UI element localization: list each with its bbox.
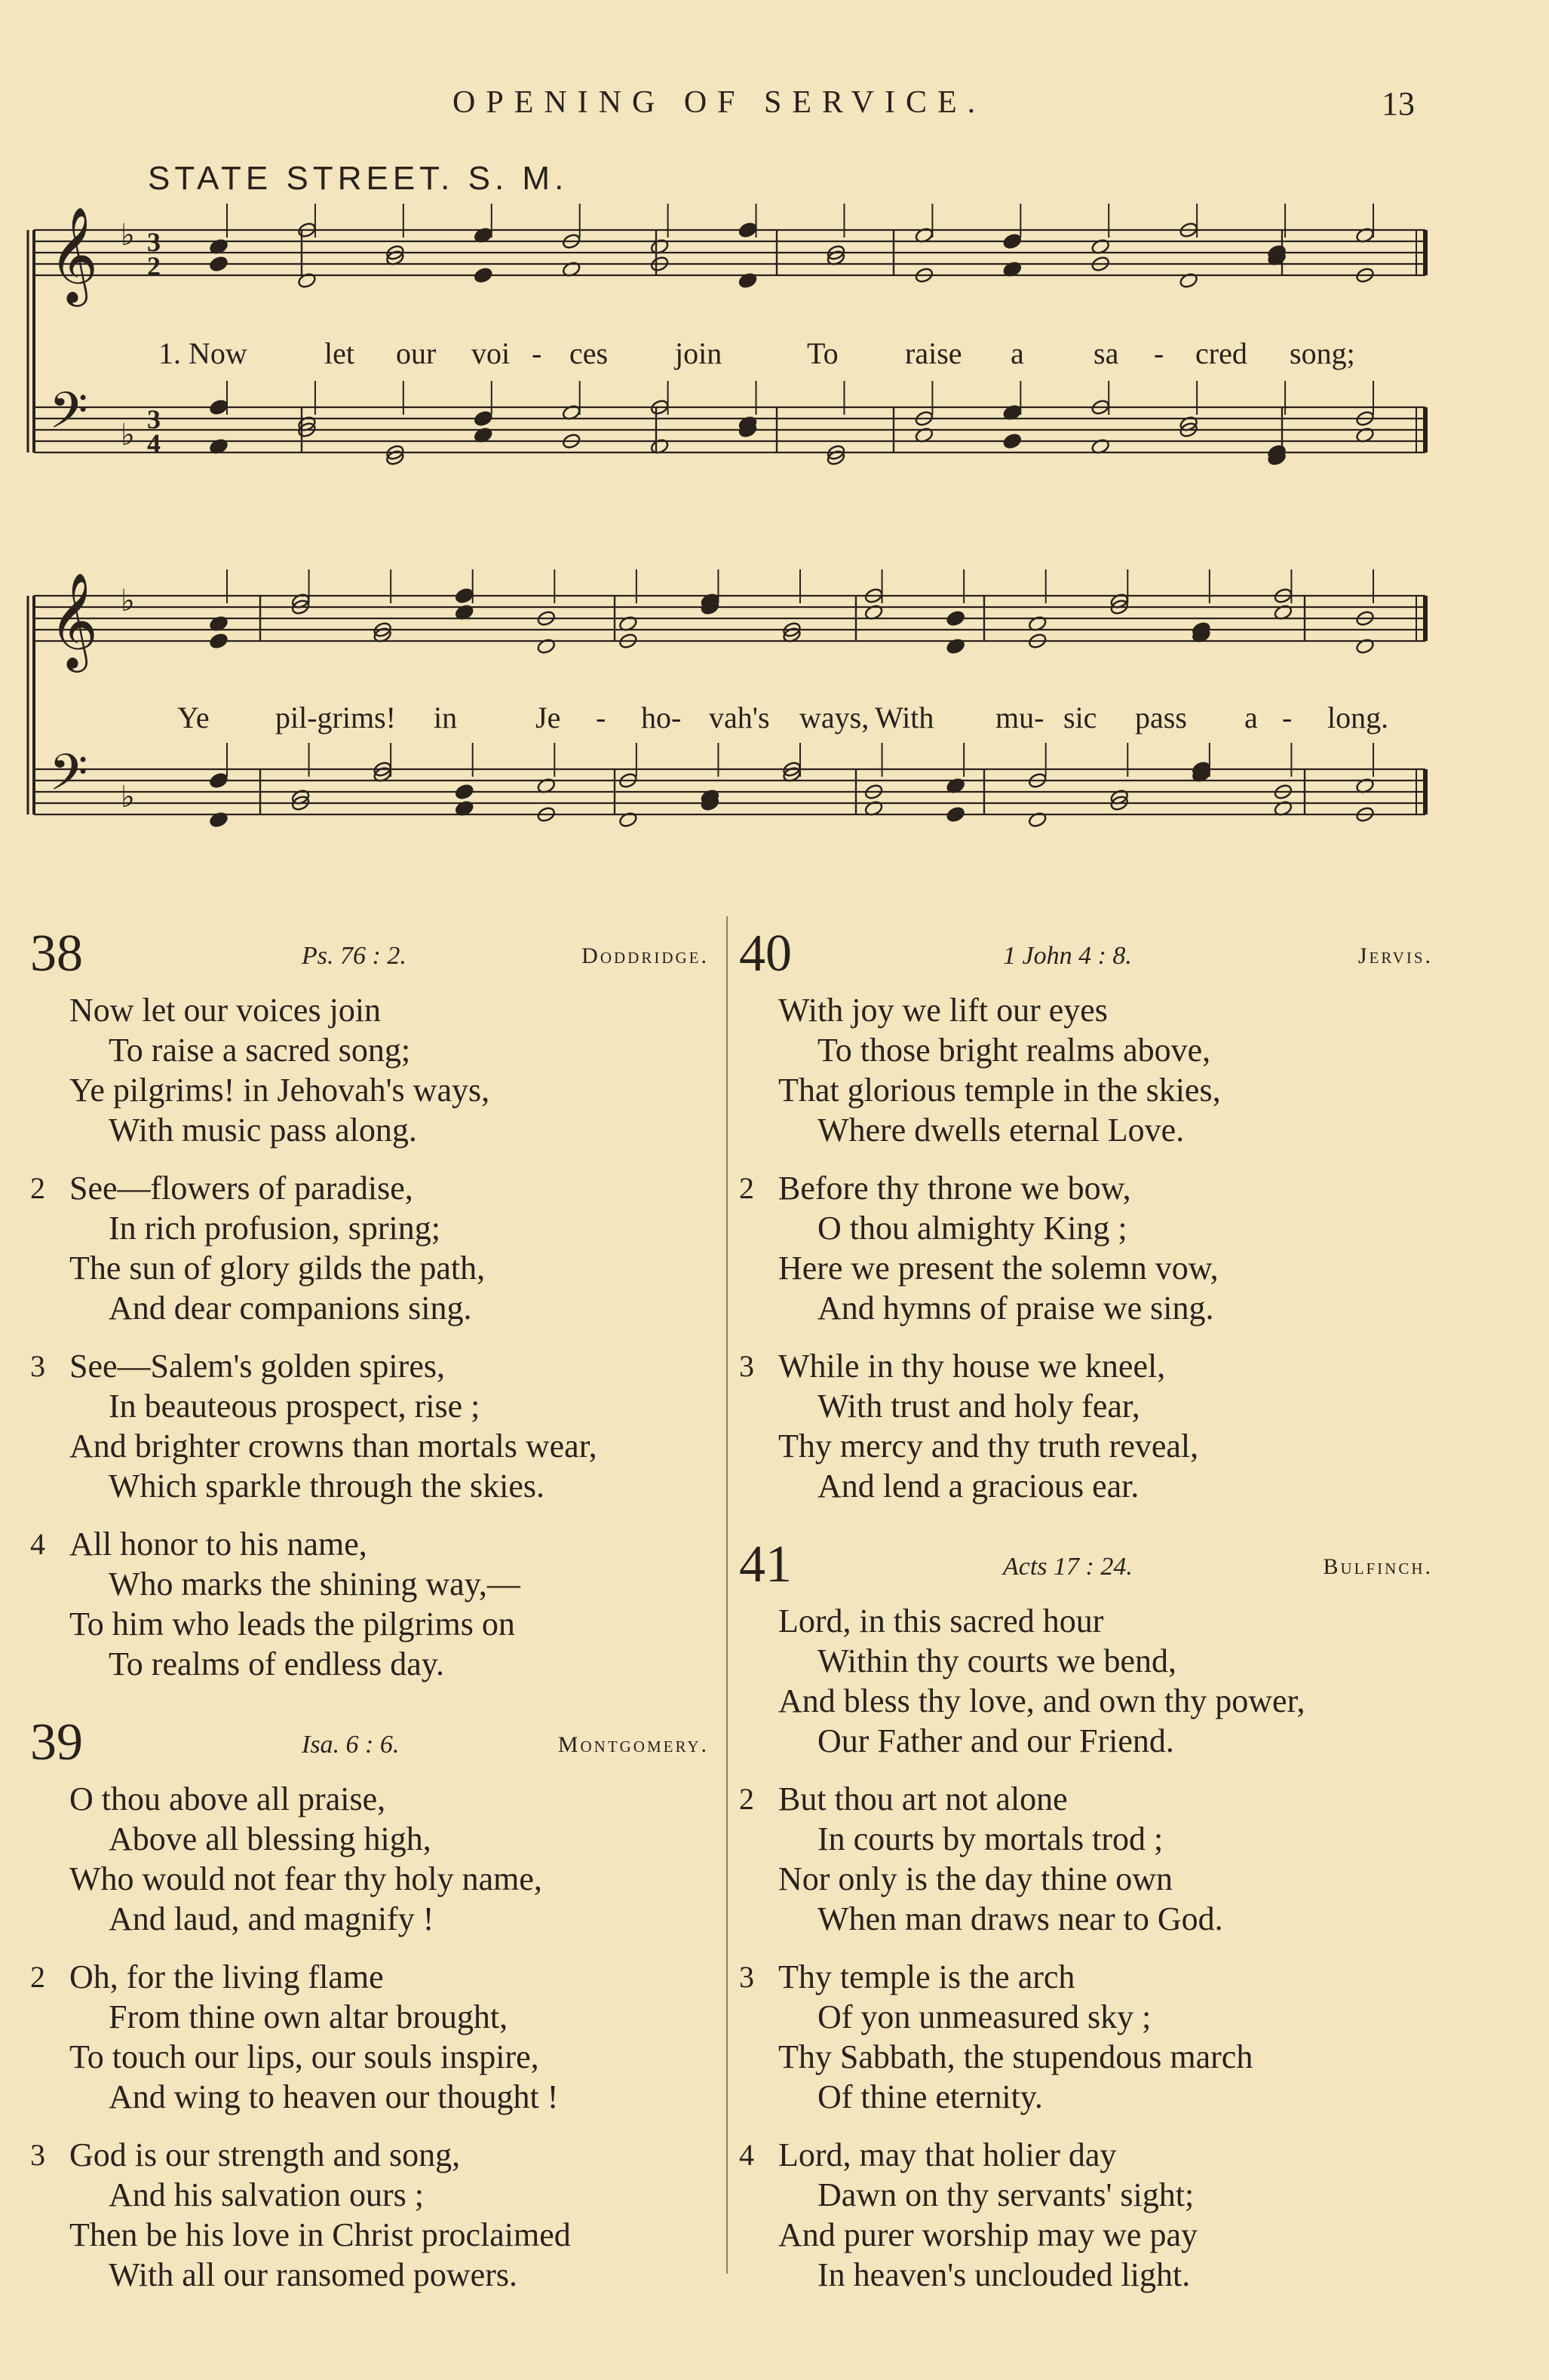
verse-text: O thou almighty King ; bbox=[817, 1210, 1127, 1247]
left-column bbox=[30, 924, 709, 2323]
stanza bbox=[739, 1601, 1433, 1761]
verse-text: Then be his love in Christ proclaimed bbox=[69, 2216, 571, 2253]
note-head bbox=[209, 399, 229, 416]
verse-text: To touch our lips, our souls inspire, bbox=[69, 2038, 539, 2075]
verse-text: With trust and holy fear, bbox=[817, 1388, 1140, 1425]
verse-text: Lord, may that holier day bbox=[778, 2136, 1117, 2173]
music-score bbox=[0, 0, 1549, 905]
lyric-syllable: our bbox=[396, 336, 437, 370]
verse-line bbox=[30, 1248, 709, 1288]
verse-text: Lord, in this sacred hour bbox=[778, 1603, 1104, 1639]
verse-text: Where dwells eternal Love. bbox=[817, 1112, 1185, 1149]
verse-text: In beauteous prospect, rise ; bbox=[109, 1388, 480, 1425]
lyric-syllable: ho- bbox=[641, 701, 682, 735]
stanza bbox=[739, 1346, 1433, 1506]
lyric-syllable: - bbox=[532, 336, 542, 370]
verse-line bbox=[30, 2255, 709, 2295]
verse-line bbox=[739, 1601, 1433, 1641]
note-head bbox=[209, 256, 229, 273]
verse-line bbox=[30, 1644, 709, 1684]
verse-text: Who marks the shining way,— bbox=[109, 1566, 520, 1603]
hymn-38 bbox=[30, 924, 709, 1684]
lyric-syllable: Je bbox=[535, 701, 561, 735]
lyric-syllable: pass bbox=[1135, 701, 1187, 735]
verse-text: Within thy courts we bend, bbox=[817, 1642, 1177, 1679]
stanza-number: 2 bbox=[739, 1171, 754, 1205]
lyric-syllable: pil-grims! bbox=[275, 701, 396, 735]
scripture-reference: Isa. 6 : 6. bbox=[302, 1731, 400, 1759]
verse-text: Nor only is the day thine own bbox=[778, 1860, 1173, 1897]
clefs bbox=[49, 206, 135, 814]
flat-icon: ♭ bbox=[121, 218, 135, 253]
verse-line bbox=[739, 2215, 1433, 2255]
note-head bbox=[1002, 233, 1022, 250]
verse-text: Thy temple is the arch bbox=[778, 1958, 1075, 1995]
verse-line bbox=[739, 1386, 1433, 1426]
stanza bbox=[30, 2135, 709, 2295]
verse-text: Here we present the solemn vow, bbox=[778, 1250, 1219, 1287]
verse-text: From thine own altar brought, bbox=[109, 1998, 508, 2035]
verse-line bbox=[30, 1564, 709, 1604]
verse-text: Thy mercy and thy truth reveal, bbox=[778, 1428, 1199, 1464]
lyric-syllable: join bbox=[675, 336, 722, 370]
verse-line bbox=[739, 990, 1433, 1030]
lyric-syllable: - bbox=[596, 701, 606, 735]
lyric-syllable: voi bbox=[471, 336, 511, 370]
verse-text: Our Father and our Friend. bbox=[817, 1722, 1174, 1759]
verse-text: In courts by mortals trod ; bbox=[817, 1820, 1164, 1857]
verse-line bbox=[30, 2037, 709, 2077]
page-number: 13 bbox=[1382, 85, 1415, 122]
hymn-author: Bulfinch. bbox=[1323, 1554, 1433, 1579]
verse-text: And his salvation ours ; bbox=[109, 2176, 424, 2213]
verse-line bbox=[30, 1426, 709, 1466]
stanza bbox=[30, 1524, 709, 1684]
verse-text: Dawn on thy servants' sight; bbox=[817, 2176, 1195, 2213]
lyric-syllable: vah's bbox=[709, 701, 770, 735]
verse-text: See—Salem's golden spires, bbox=[69, 1348, 445, 1385]
verse-line bbox=[30, 1899, 709, 1939]
note-head bbox=[1002, 433, 1022, 450]
stanza-list bbox=[30, 990, 709, 1684]
lyric-syllable: - bbox=[1282, 701, 1293, 735]
lyric-syllable: song; bbox=[1290, 336, 1355, 370]
verse-text: Thy Sabbath, the stupendous march bbox=[778, 2038, 1253, 2075]
tune-name: STATE STREET. S. M. bbox=[148, 160, 569, 197]
verse-line bbox=[30, 1030, 709, 1070]
verse-text: Oh, for the living flame bbox=[69, 1958, 384, 1995]
verse-text: While in thy house we kneel, bbox=[778, 1348, 1166, 1385]
note-head bbox=[738, 222, 757, 239]
time-signature-top: 3 bbox=[147, 227, 161, 257]
lyrics-system-1 bbox=[158, 336, 1355, 370]
verse-line bbox=[30, 1997, 709, 2037]
verse-text: See—flowers of paradise, bbox=[69, 1170, 413, 1207]
note-head bbox=[455, 587, 474, 605]
lyrics-system-2 bbox=[177, 701, 1388, 735]
verse-line bbox=[30, 1346, 709, 1386]
verse-line bbox=[739, 1819, 1433, 1859]
verse-line bbox=[739, 1721, 1433, 1761]
verse-text: When man draws near to God. bbox=[817, 1900, 1223, 1937]
flat-icon: ♭ bbox=[121, 780, 135, 814]
hymn-number: 41 bbox=[739, 1535, 792, 1593]
hymn-number: 38 bbox=[30, 925, 83, 983]
verse-line bbox=[739, 2255, 1433, 2295]
verse-text: The sun of glory gilds the path, bbox=[69, 1250, 486, 1287]
verse-text: All honor to his name, bbox=[69, 1526, 367, 1563]
verse-text: To realms of endless day. bbox=[109, 1645, 444, 1682]
verse-line bbox=[739, 1466, 1433, 1506]
notes bbox=[209, 204, 1375, 828]
verse-text: And lend a gracious ear. bbox=[817, 1468, 1140, 1504]
verse-line bbox=[739, 1168, 1433, 1208]
verse-line bbox=[30, 1819, 709, 1859]
verse-line bbox=[739, 2175, 1433, 2215]
verse-line bbox=[739, 2077, 1433, 2117]
note-head bbox=[474, 410, 493, 428]
verse-text: In heaven's unclouded light. bbox=[817, 2256, 1191, 2293]
lyric-syllable: sa bbox=[1094, 336, 1119, 370]
verse-line bbox=[30, 1208, 709, 1248]
verse-line bbox=[739, 1779, 1433, 1819]
verse-line bbox=[739, 1997, 1433, 2037]
scripture-reference: Acts 17 : 24. bbox=[1003, 1553, 1133, 1581]
time-signature-bottom: 4 bbox=[147, 428, 161, 459]
flat-icon: ♭ bbox=[121, 418, 135, 452]
verse-line bbox=[739, 1288, 1433, 1328]
verse-text: In rich profusion, spring; bbox=[109, 1210, 440, 1247]
verse-text: Before thy throne we bow, bbox=[778, 1170, 1131, 1207]
verse-line bbox=[739, 1070, 1433, 1110]
stanza-number: 4 bbox=[739, 2138, 754, 2172]
stanza bbox=[739, 2135, 1433, 2295]
note-head bbox=[209, 633, 229, 650]
lyric-syllable: Ye bbox=[177, 701, 210, 735]
verse-line bbox=[739, 2037, 1433, 2077]
stanza bbox=[30, 990, 709, 1150]
lyric-syllable: let bbox=[324, 336, 354, 370]
hymn-author: Doddridge. bbox=[581, 943, 709, 968]
verse-line bbox=[30, 1604, 709, 1644]
lyric-syllable: long. bbox=[1327, 701, 1389, 735]
lyric-syllable: ces bbox=[569, 336, 609, 370]
lyric-syllable: in bbox=[434, 701, 458, 735]
verse-text: Who would not fear thy holy name, bbox=[69, 1860, 542, 1897]
lyric-syllable: a bbox=[1244, 701, 1258, 735]
lyric-syllable: - bbox=[1154, 336, 1164, 370]
verse-line bbox=[30, 1524, 709, 1564]
verse-line bbox=[739, 1641, 1433, 1681]
verse-line bbox=[739, 1957, 1433, 1997]
verse-line bbox=[739, 1426, 1433, 1466]
verse-line bbox=[30, 2135, 709, 2175]
stanza bbox=[739, 990, 1433, 1150]
verse-text: And laud, and magnify ! bbox=[109, 1900, 434, 1937]
verse-line bbox=[30, 1386, 709, 1426]
stanza bbox=[30, 1346, 709, 1506]
flat-icon: ♭ bbox=[121, 584, 135, 618]
verse-line bbox=[739, 1346, 1433, 1386]
verse-text: And bless thy love, and own thy power, bbox=[778, 1682, 1305, 1719]
right-column bbox=[739, 924, 1433, 2323]
verse-line bbox=[30, 1110, 709, 1150]
verse-text: Now let our voices join bbox=[69, 992, 382, 1029]
verse-text: Above all blessing high, bbox=[109, 1820, 431, 1857]
verse-line bbox=[739, 1899, 1433, 1939]
verse-line bbox=[739, 1248, 1433, 1288]
lyric-syllable: a bbox=[1011, 336, 1024, 370]
stanza-number: 3 bbox=[30, 2138, 45, 2172]
verse-text: And hymns of praise we sing. bbox=[817, 1290, 1214, 1326]
time-signature-bottom: 2 bbox=[147, 251, 161, 281]
verse-text: With music pass along. bbox=[109, 1112, 417, 1149]
stanza-number: 2 bbox=[30, 1171, 45, 1205]
lyric-syllable: cred bbox=[1195, 336, 1247, 370]
stanza-number: 3 bbox=[739, 1349, 754, 1383]
stanza-number: 2 bbox=[739, 1782, 754, 1816]
verse-line bbox=[30, 2215, 709, 2255]
verse-line bbox=[739, 1208, 1433, 1248]
note-head bbox=[474, 267, 493, 284]
verse-line bbox=[30, 1168, 709, 1208]
hymn-number: 40 bbox=[739, 925, 792, 983]
hymn-heading bbox=[30, 1713, 709, 1779]
verse-text: With all our ransomed powers. bbox=[109, 2256, 517, 2293]
lyric-syllable: sic bbox=[1063, 701, 1097, 735]
stanza bbox=[30, 1779, 709, 1939]
verse-text: That glorious temple in the skies, bbox=[778, 1072, 1221, 1109]
lyric-syllable: ways, bbox=[799, 701, 870, 735]
verse-text: And purer worship may we pay bbox=[778, 2216, 1198, 2253]
scripture-reference: Ps. 76 : 2. bbox=[302, 942, 406, 970]
stanza bbox=[30, 1168, 709, 1328]
verse-line bbox=[739, 2135, 1433, 2175]
note-head bbox=[209, 772, 229, 790]
bass-clef-icon: 𝄢 bbox=[49, 744, 88, 814]
verse-text: To him who leads the pilgrims on bbox=[69, 1606, 515, 1642]
hymn-heading bbox=[30, 924, 709, 990]
scripture-reference: 1 John 4 : 8. bbox=[1003, 942, 1132, 970]
stanza-number: 2 bbox=[30, 1960, 45, 1994]
lyric-syllable: To bbox=[807, 336, 839, 370]
verse-text: Of yon unmeasured sky ; bbox=[817, 1998, 1152, 2035]
note-head bbox=[946, 610, 965, 627]
treble-clef-icon: 𝄞 bbox=[49, 572, 99, 668]
stanza-list bbox=[739, 990, 1433, 1506]
stanza-list bbox=[739, 1601, 1433, 2295]
hymn-39 bbox=[30, 1713, 709, 2295]
verse-line bbox=[30, 2175, 709, 2215]
stanza-number: 3 bbox=[30, 1349, 45, 1383]
verse-line bbox=[30, 1957, 709, 1997]
stanza bbox=[739, 1779, 1433, 1939]
verse-text: But thou art not alone bbox=[778, 1780, 1068, 1817]
verse-text: Ye pilgrims! in Jehovah's ways, bbox=[69, 1072, 490, 1109]
hymn-author: Jervis. bbox=[1357, 943, 1433, 968]
verse-text: O thou above all praise, bbox=[69, 1780, 386, 1817]
verse-text: And wing to heaven our thought ! bbox=[109, 2078, 559, 2115]
verse-line bbox=[739, 1110, 1433, 1150]
verse-text: Which sparkle through the skies. bbox=[109, 1468, 544, 1504]
stanza bbox=[739, 1168, 1433, 1328]
stanza-list bbox=[30, 1779, 709, 2295]
lyric-syllable: With bbox=[875, 701, 934, 735]
verse-line bbox=[30, 990, 709, 1030]
stanza bbox=[30, 1957, 709, 2117]
verse-line bbox=[739, 1681, 1433, 1721]
verse-text: To raise a sacred song; bbox=[109, 1032, 411, 1069]
treble-clef-icon: 𝄞 bbox=[49, 206, 99, 302]
hymn-author: Montgomery. bbox=[557, 1732, 709, 1757]
hymn-heading bbox=[739, 1535, 1433, 1601]
time-signature-top: 3 bbox=[147, 404, 161, 434]
lyric-syllable: mu- bbox=[995, 701, 1044, 735]
lyric-syllable: raise bbox=[905, 336, 962, 370]
verse-text: And brighter crowns than mortals wear, bbox=[69, 1428, 597, 1464]
stanza-number: 3 bbox=[739, 1960, 754, 1994]
verse-text: God is our strength and song, bbox=[69, 2136, 461, 2173]
bass-clef-icon: 𝄢 bbox=[49, 382, 88, 452]
verse-text: Of thine eternity. bbox=[817, 2078, 1043, 2115]
verse-line bbox=[30, 1779, 709, 1819]
stanza bbox=[739, 1957, 1433, 2117]
hymn-40 bbox=[739, 924, 1433, 1506]
note-head bbox=[455, 784, 474, 801]
hymn-number: 39 bbox=[30, 1713, 83, 1771]
verse-line bbox=[739, 1859, 1433, 1899]
running-title: OPENING OF SERVICE. bbox=[452, 85, 986, 120]
verse-line bbox=[30, 1288, 709, 1328]
lyric-syllable: 1. Now bbox=[158, 336, 247, 370]
note-head bbox=[946, 806, 965, 823]
verse-line bbox=[30, 1070, 709, 1110]
verse-line bbox=[739, 1030, 1433, 1070]
verse-line bbox=[30, 2077, 709, 2117]
column-divider bbox=[726, 916, 728, 2274]
verse-line bbox=[30, 1859, 709, 1899]
hymn-41 bbox=[739, 1535, 1433, 2295]
hymn-heading bbox=[739, 924, 1433, 990]
verse-text: With joy we lift our eyes bbox=[778, 992, 1108, 1029]
verse-text: And dear companions sing. bbox=[109, 1290, 472, 1326]
verse-line bbox=[30, 1466, 709, 1506]
stanza-number: 4 bbox=[30, 1527, 45, 1561]
verse-text: To those bright realms above, bbox=[817, 1032, 1211, 1069]
